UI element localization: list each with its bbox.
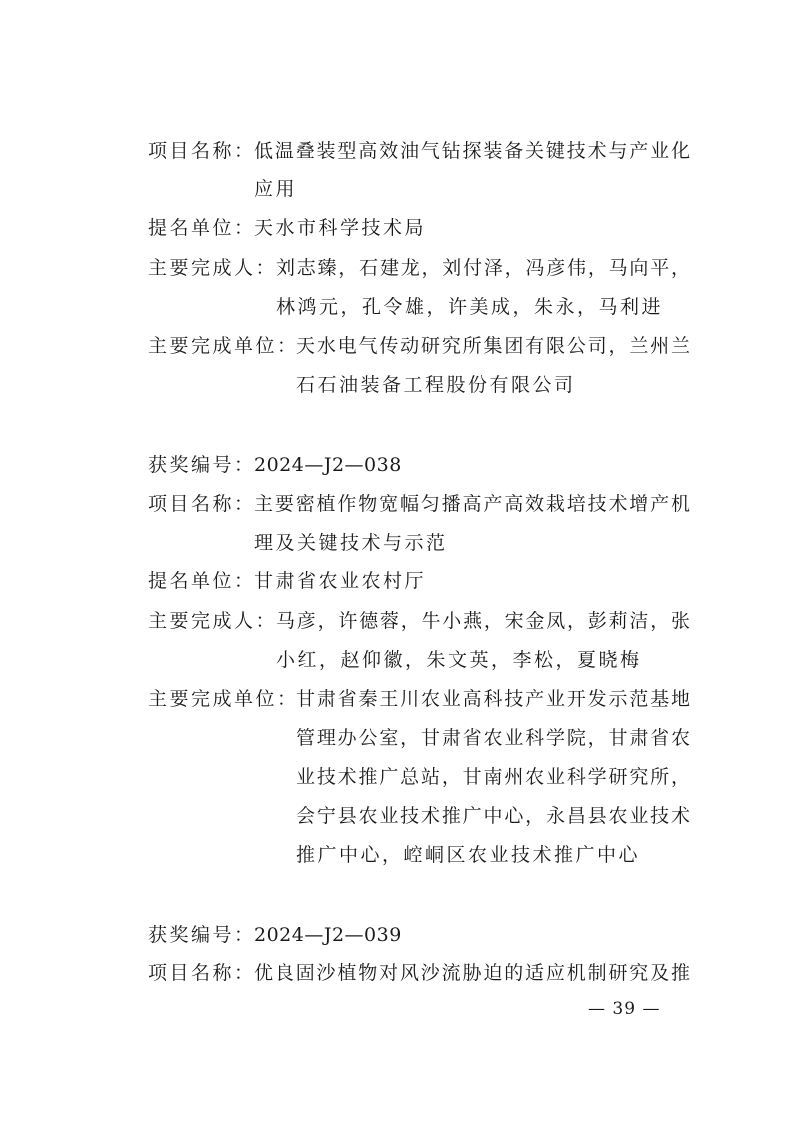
nominator-label: 提名单位： <box>148 570 256 592</box>
project-name-line: 优良固沙植物对风沙流胁迫的适应机制研究及推 <box>254 962 690 984</box>
project-name-line: 理及关键技术与示范 <box>254 532 448 554</box>
persons-line: 林鸿元，孔令雄，许美成，朱永，马利进 <box>276 296 664 318</box>
units-line: 会宁县农业技术推广中心，永昌县农业技术 <box>296 805 690 827</box>
persons-line: 马彦，许德蓉，牛小燕，宋金凤，彭莉洁，张 <box>276 610 690 632</box>
units-line: 推广中心，崆峒区农业技术推广中心 <box>296 844 641 866</box>
units-line: 业技术推广总站，甘南州农业科学研究所， <box>296 766 690 788</box>
award-number-value: 2024—J2—038 <box>254 454 402 476</box>
nominator-value: 天水市科学技术局 <box>254 217 427 239</box>
persons-line: 刘志臻，石建龙，刘付泽，冯彦伟，马向平， <box>276 257 690 279</box>
units-line: 甘肃省秦王川农业高科技产业开发示范基地 <box>296 688 690 710</box>
page-number: — 39 — <box>588 999 661 1019</box>
units-line: 管理办公室，甘肃省农业科学院，甘肃省农 <box>296 727 690 749</box>
project-name-line: 主要密植作物宽幅匀播高产高效栽培技术增产机 <box>254 493 690 515</box>
award-number-label: 获奖编号： <box>148 924 256 946</box>
persons-label: 主要完成人： <box>148 257 278 279</box>
project-name-line: 应用 <box>254 178 298 200</box>
units-label: 主要完成单位： <box>148 335 299 357</box>
project-name-label: 项目名称： <box>148 493 256 515</box>
project-name-label: 项目名称： <box>148 962 256 984</box>
award-number-label: 获奖编号： <box>148 454 256 476</box>
award-number-value: 2024—J2—039 <box>254 924 402 946</box>
nominator-value: 甘肃省农业农村厅 <box>254 570 427 592</box>
units-label: 主要完成单位： <box>148 688 299 710</box>
nominator-label: 提名单位： <box>148 217 256 239</box>
persons-line: 小红，赵仰徽，朱文英，李松，夏晓梅 <box>276 649 642 671</box>
project-name-line: 低温叠装型高效油气钻探装备关键技术与产业化 <box>254 140 690 162</box>
units-line: 石石油装备工程股份有限公司 <box>296 374 576 396</box>
project-name-label: 项目名称： <box>148 140 256 162</box>
units-line: 天水电气传动研究所集团有限公司，兰州兰 <box>296 335 690 357</box>
persons-label: 主要完成人： <box>148 610 278 632</box>
